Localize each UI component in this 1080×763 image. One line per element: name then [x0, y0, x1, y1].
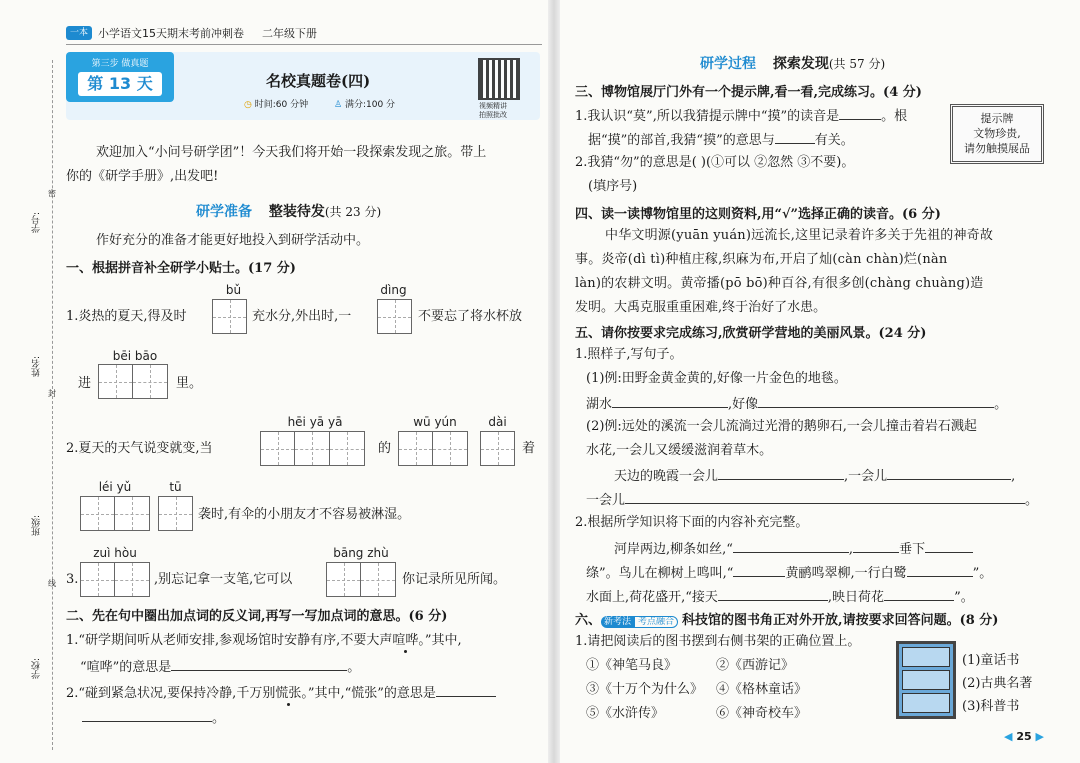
q1-s1e: 里。 — [176, 376, 203, 391]
margin-mark-line: 线 — [48, 579, 56, 588]
q5-p3b: ,映日荷花 — [827, 590, 885, 605]
margin-label-school: 学校: — [32, 658, 42, 680]
sign-line-2: 文物珍贵, — [973, 127, 1021, 140]
q4-line-3: làn)的农耕文明。黄帝播(pō bō)种百谷,有很多创(chàng chuàng)造 — [575, 276, 984, 291]
q5-ex2g: 。 — [1025, 493, 1039, 508]
pinyin-ding: dìng — [380, 283, 407, 297]
q1-s1c: 不要忘了将水杯放 — [418, 309, 523, 324]
q3-line-1 — [575, 106, 907, 126]
q2-l1a: 1.“研学期间听从老师安排,参观场馆时安静有序,不要大声 — [66, 633, 393, 648]
section1-title-a: 研学准备 — [196, 204, 252, 220]
answer-grid-heiyaya[interactable] — [260, 431, 365, 466]
answer-grid-dai[interactable] — [480, 431, 515, 466]
q6-s1: 1.请把阅读后的图书摆到右侧书架的正确位置上。 — [575, 634, 861, 649]
q1-s2a: 2.夏天的天气说变就变,当 — [66, 441, 213, 456]
q5-s1: 1.照样子,写句子。 — [575, 347, 683, 362]
qr-caption-2: 拍照批改 — [479, 111, 507, 119]
day-label: 第 13 天 — [78, 72, 162, 96]
clock-icon: ◷ — [244, 100, 252, 110]
museum-sign — [950, 104, 1044, 164]
section2-points: (共 57 分) — [828, 57, 886, 71]
intro-line-1: 欢迎加入“小问号研学团”！今天我们将开始一段探索发现之旅。带上 — [96, 145, 487, 160]
q5-poem-line-2 — [586, 563, 992, 583]
q1-s3c: 你记录所见所闻。 — [402, 572, 507, 587]
q3-line-3: 2.我猜“勿”的意思是( )(①可以 ②忽然 ③不要)。 — [575, 155, 855, 170]
q1-title: 一、根据拼音补全研学小贴士。(17 分) — [66, 261, 296, 276]
q5-example-2a: (2)例:远处的溪流一会儿流淌过光滑的鹅卵石,一会儿撞击着岩石溅起 — [586, 419, 977, 434]
pinyin-zuihou: zuì hòu — [93, 546, 137, 560]
page-number-text: 25 — [1016, 730, 1032, 743]
book-1: ①《神笔马良》 — [586, 658, 678, 673]
grade-label: 二年级下册 — [262, 27, 318, 40]
q5-title: 五、请你按要求完成练习,欣赏研学营地的美丽风景。(24 分) — [575, 326, 927, 341]
next-arrow-icon: ▶ — [1035, 730, 1044, 743]
q4-line-4: 发明。大禹克服重重困难,终于治好了水患。 — [575, 300, 827, 315]
q5-p1a: 河岸两边,柳条如丝,“ — [614, 542, 733, 557]
pinyin-bangzhu: bāng zhù — [333, 546, 389, 560]
shelf-label-1: (1)童话书 — [962, 653, 1020, 668]
margin-mark-secret: 密 — [48, 189, 56, 198]
q2-dotted-word-2: 慌张 — [275, 686, 302, 701]
answer-line-q2-2a[interactable] — [436, 683, 496, 697]
q5-p2b: 黄鹂鸣翠柳,一行白鹭 — [785, 566, 907, 581]
answer-grid-zuihou[interactable] — [80, 562, 150, 597]
q3-line-4: (填序号) — [588, 179, 638, 194]
q5-ex2-answer-1 — [614, 466, 1015, 486]
q1-s1d: 进 — [78, 376, 92, 391]
q3-l2b: 有关。 — [814, 133, 854, 148]
q5-p1c: 垂下 — [899, 542, 926, 557]
exam-score — [334, 97, 395, 110]
answer-line-q5-2a[interactable] — [718, 466, 844, 480]
answer-grid-bu[interactable] — [212, 299, 247, 334]
q1-s3a: 3. — [66, 572, 79, 587]
book-6: ⑥《神奇校车》 — [716, 706, 808, 721]
q2-l2: “喧哗”的意思是 — [80, 660, 172, 675]
step-label: 第三步 做真题 — [91, 59, 149, 69]
q2-title: 二、先在句中圈出加点词的反义词,再写一写加点词的意思。(6 分) — [66, 609, 448, 624]
q2-l1b: 。”其中, — [418, 633, 462, 648]
section2-title-a: 研学过程 — [700, 56, 756, 72]
q1-s1a: 1.炎热的夏天,得及时 — [66, 309, 187, 324]
q5-ex2d: ,一会儿 — [844, 469, 888, 484]
answer-line-q5-p7[interactable] — [884, 587, 954, 601]
q1-s2d: 袭时,有伞的小朋友才不容易被淋湿。 — [198, 507, 411, 522]
book-5: ⑤《水浒传》 — [586, 706, 665, 721]
day-box — [66, 52, 174, 102]
q6-title — [575, 609, 998, 628]
intro-line-2: 你的《研学手册》,出发吧! — [66, 169, 219, 184]
time-text: 时间:60 分钟 — [254, 100, 309, 110]
pinyin-tu: tū — [169, 480, 182, 494]
q3-l1b: 。根 — [881, 109, 908, 124]
q1-s3b: ,别忘记拿一支笔,它可以 — [154, 572, 293, 587]
q2-dotted-word-1: 喧哗 — [392, 633, 419, 648]
q4-line-1: 中华文明源(yuān yuán)远流长,这里记录着许多关于先祖的神奇故 — [605, 228, 994, 243]
answer-line-q5-p5[interactable] — [907, 563, 973, 577]
answer-grid-bangzhu[interactable] — [326, 562, 396, 597]
series-badge: 一本 — [66, 26, 92, 40]
section1-title-b: 整装待发 — [268, 204, 325, 220]
page-number — [1004, 730, 1044, 743]
book-4: ④《格林童话》 — [716, 682, 808, 697]
score-text: 满分:100 分 — [344, 100, 396, 110]
section2-title-b: 探索发现 — [772, 56, 829, 72]
q1-s1b: 充水分,外出时,一 — [252, 309, 352, 324]
answer-line-q5-p6[interactable] — [718, 587, 828, 601]
q4-line-2: 事。炎帝(dì tì)种植庄稼,织麻为布,开启了灿(càn chàn)烂(nàn — [575, 252, 948, 267]
q5-ex1-answer — [586, 394, 1007, 414]
q3-l1a: 1.我认识“莫”,所以我猜提示牌中“摸”的读音是 — [575, 109, 840, 124]
q5-example-2b: 水花,一会儿又缓缓滋润着草木。 — [586, 443, 773, 458]
margin-label-number: 学号: — [32, 212, 42, 234]
margin-mark-seal: 封 — [48, 389, 56, 398]
q5-ex1a: 湖水 — [586, 397, 613, 412]
q5-p2c: ”。 — [972, 566, 993, 581]
section1-intro: 作好充分的准备才能更好地投入到研学活动中。 — [96, 233, 370, 248]
answer-line-q5-p3[interactable] — [925, 539, 973, 553]
header-rule — [66, 44, 542, 45]
exam-title: 名校真题卷(四) — [266, 72, 371, 90]
answer-line-q5-2b[interactable] — [887, 466, 1011, 480]
series-title: 小学语文15天期末考前冲刺卷 — [98, 27, 245, 40]
answer-line-q2-1[interactable] — [171, 657, 347, 671]
q5-s2: 2.根据所学知识将下面的内容补充完整。 — [575, 515, 809, 530]
q5-ex2f: 一会儿 — [586, 493, 626, 508]
q2-line-1 — [66, 632, 462, 650]
q4-title: 四、读一读博物馆里的这则资料,用“√”选择正确的读音。(6 分) — [575, 207, 941, 222]
q3-l2a: 据“摸”的部首,我猜“摸”的意思与 — [588, 133, 775, 148]
series-header — [66, 24, 317, 42]
q5-ex1b: ,好像 — [728, 397, 759, 412]
tag-new-method: 新考法 — [601, 616, 634, 628]
qr-caption-1: 视频精讲 — [479, 102, 507, 110]
q5-p1b: , — [848, 542, 854, 557]
pinyin-beibao: bēi bāo — [112, 349, 158, 363]
bookshelf — [896, 641, 956, 719]
shelf-slot-2[interactable] — [902, 670, 950, 690]
q1-s2c: 着 — [522, 441, 536, 456]
answer-line-q5-p2[interactable] — [853, 539, 899, 553]
page-fold — [548, 0, 560, 763]
shelf-label-2: (2)古典名著 — [962, 676, 1033, 691]
answer-grid-beibao[interactable] — [98, 364, 168, 399]
binding-line — [52, 60, 53, 750]
pinyin-bu: bǔ — [225, 283, 242, 297]
q5-poem-line-1 — [614, 539, 973, 559]
shelf-slot-3[interactable] — [902, 693, 950, 713]
answer-line-q3-2[interactable] — [775, 130, 815, 144]
q5-p3c: ”。 — [954, 590, 974, 605]
q5-p3a: 水面上,荷花盛开,“接天 — [586, 590, 718, 605]
exam-time — [244, 97, 308, 110]
q5-example-1: (1)例:田野金黄金黄的,好像一片金色的地毯。 — [586, 371, 847, 386]
q3-title: 三、博物馆展厅门外有一个提示牌,看一看,完成练习。(4 分) — [575, 85, 922, 100]
prev-arrow-icon: ◀ — [1004, 730, 1013, 743]
person-icon: ♙ — [334, 100, 343, 110]
margin-label-class: 班级: — [32, 515, 42, 537]
answer-line-q5-p1[interactable] — [733, 539, 849, 553]
q5-poem-line-3 — [586, 587, 974, 607]
q5-ex2c: 天边的晚霞一会儿 — [614, 469, 719, 484]
answer-line-q2-2b[interactable] — [82, 708, 212, 722]
q2-line-2: “喧哗”的意思是 。 — [80, 657, 360, 677]
answer-grid-ding[interactable] — [377, 299, 412, 334]
tag-topic-fusion: 考点融合 — [634, 616, 678, 628]
sign-line-1: 提示牌 — [980, 112, 1014, 125]
answer-grid-tu[interactable] — [158, 496, 193, 531]
answer-grid-leiyu[interactable] — [80, 496, 150, 531]
answer-line-q5-p4[interactable] — [733, 563, 785, 577]
book-3: ③《十万个为什么》 — [586, 682, 704, 697]
answer-line-q5-1a[interactable] — [612, 394, 728, 408]
book-2: ②《西游记》 — [716, 658, 795, 673]
pinyin-leiyu: léi yǔ — [98, 480, 132, 494]
pinyin-dai: dài — [488, 415, 507, 429]
section2-heading — [700, 53, 885, 73]
answer-line-q5-2c[interactable] — [625, 490, 1025, 504]
q6-title-a: 六、 — [575, 613, 602, 628]
shelf-label-3: (3)科普书 — [962, 699, 1020, 714]
pinyin-wuyun: wū yún — [413, 415, 457, 429]
section1-heading — [196, 201, 381, 221]
answer-line-q5-1b[interactable] — [758, 394, 994, 408]
q1-s2b: 的 — [378, 441, 392, 456]
q5-ex2e: , — [1011, 469, 1016, 484]
answer-line-q3-1[interactable] — [839, 106, 881, 120]
answer-grid-wuyun[interactable] — [398, 431, 468, 466]
section1-points: (共 23 分) — [324, 205, 382, 219]
q2-l3b: 。”其中,“慌张”的意思是 — [301, 686, 436, 701]
q2-l3a: 2.“碰到紧急状况,要保持冷静,千万别 — [66, 686, 276, 701]
margin-label-name: 姓名: — [32, 356, 42, 378]
q3-line-2 — [588, 130, 854, 150]
sign-line-3: 请勿触摸展品 — [964, 142, 1030, 155]
pinyin-heiyaya: hēi yā yā — [287, 415, 343, 429]
q2-line-4: 。 — [82, 708, 225, 728]
qr-code[interactable] — [480, 60, 518, 98]
q5-ex2-answer-2 — [586, 490, 1038, 510]
shelf-slot-1[interactable] — [902, 647, 950, 667]
q5-p2a: 绦”。鸟儿在柳树上鸣叫,“ — [586, 566, 734, 581]
q5-ex1c: 。 — [994, 397, 1008, 412]
q6-title-b: 科技馆的图书角正对外开放,请按要求回答问题。(8 分) — [682, 613, 999, 628]
q2-line-3 — [66, 683, 496, 703]
